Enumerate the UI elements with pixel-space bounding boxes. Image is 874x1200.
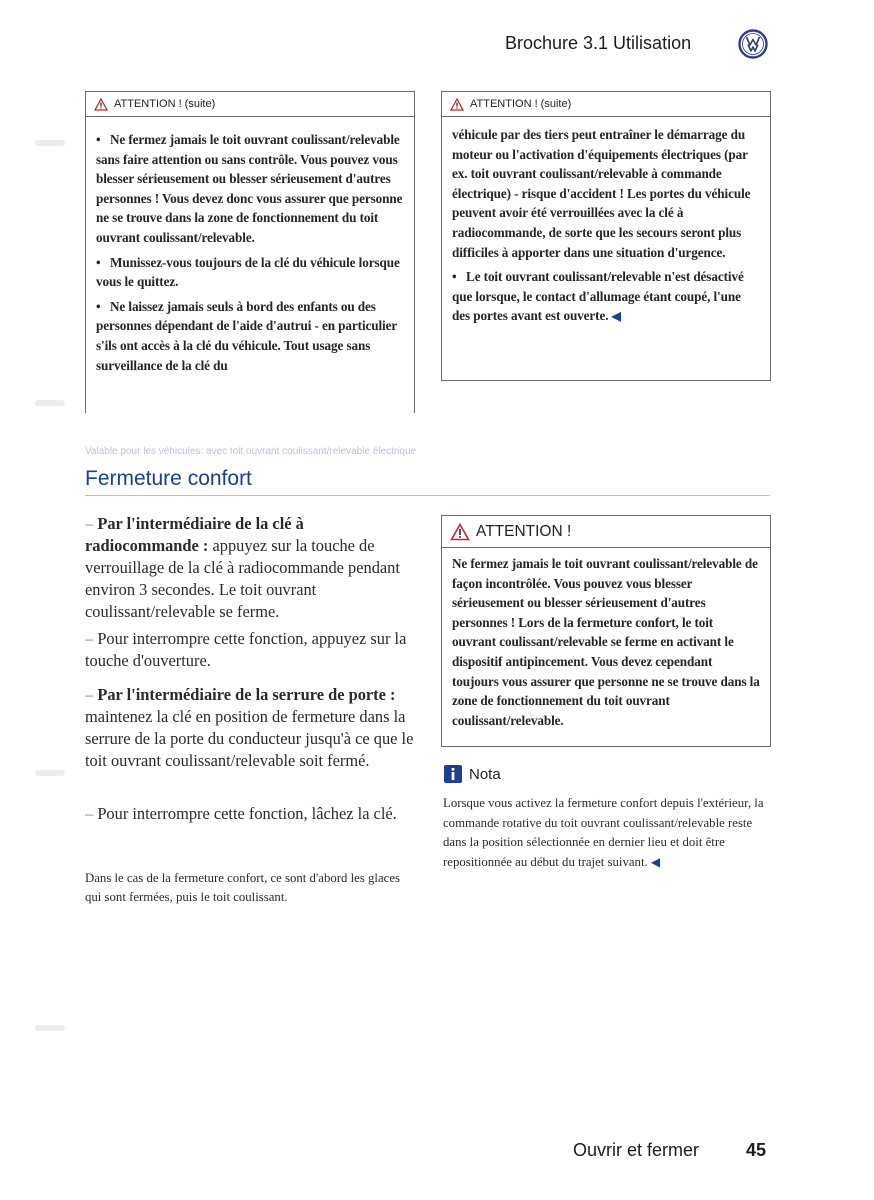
note-text: Lorsque vous activez la fermeture confort depuis l'extérieur, la commande rotative du toit ouvrant coulissant/relevable reste dans la position sélectionnée en dernier lieu et doit être repositionnée au début du trajet suivant. — [443, 796, 764, 869]
warning-box-main-header — [442, 516, 770, 548]
warning-left-bullet-1: Ne fermez jamais le toit ouvrant coulissant/relevable sans faire attention ou sans contrôle. Vous pouvez vous blesser sérieusement ou blesser sérieusement d'autres personnes ! Vous devez donc vous assurer que personne ne se trouve dans la zone de fonctionnement du toit ouvrant coulissant/relevable. — [96, 132, 403, 245]
warning-right-paragraph: véhicule par des tiers peut entraîner le démarrage du moteur ou l'activation d'équipements électriques (par ex. toit ouvrant coulissant/relevable à commande électrique) - risque d'accident ! Les portes du véhicule peuvent avoir été verrouillées avec la clé à radiocommande, de sorte que les secours seront plus difficiles à apporter dans une situation d'urgence. — [452, 127, 751, 260]
warning-box-main-heading: ATTENTION ! — [476, 522, 572, 540]
end-arrow-icon: ◀ — [650, 854, 661, 869]
note-body — [443, 794, 773, 872]
instruction-step-4: – Pour interrompre cette fonction, lâchez la clé. — [85, 804, 397, 823]
warning-box-right-body: véhicule par des tiers peut entraîner le démarrage du moteur ou l'activation d'équipements électriques (par ex. toit ouvrant coulissant/relevable à commande électrique) - risque d'accident ! Les portes du véhicule peuvent avoir été verrouillées avec la clé à radiocommande, de sorte que les secours seront plus difficiles à apporter dans une situation d'urgence. • Le toit ouvrant coulissant/relevable n'est désactivé que lorsque, le contact d'allumage étant coupé, l'une des portes avant est ouverte. ◀ — [442, 117, 770, 333]
warning-right-bullet-1: Le toit ouvrant coulissant/relevable n'est désactivé que lorsque, le contact d'allumage étant coupé, l'une des portes avant est ouverte. — [452, 269, 744, 324]
warning-box-main-body: Ne fermez jamais le toit ouvrant coulissant/relevable de façon incontrôlée. Vous pouvez vous blesser sérieusement ou blesser sérieusement d'autres personnes ! Lors de la fermeture confort, le toit ouvrant coulissant/relevable se ferme en activant le dispositif antipincement. Vous devez cependant toujours vous assurer que personne ne se trouve dans la zone de fonctionnement du toit ouvrant coulissant/relevable. — [452, 556, 760, 728]
warning-box-left — [85, 91, 415, 413]
end-arrow-icon: ◀ — [611, 309, 621, 324]
warning-triangle-icon — [94, 98, 108, 111]
margin-smudge — [35, 140, 65, 146]
warning-left-bullet-3: Ne laissez jamais seuls à bord des enfants ou des personnes dépendant de l'aide d'autrui - en particulier s'ils ont accès à la clé du véhicule. Tout usage sans surveillance de la clé du — [96, 298, 397, 373]
warning-box-right-header — [442, 92, 770, 117]
instruction-step-2: – Pour interrompre cette fonction, appuyez sur la touche d'ouverture. — [85, 629, 407, 670]
section-kicker: Valable pour les véhicules: avec toit ouvrant coulissant/relevable électrique — [85, 446, 417, 457]
instruction-step-3: – Par l'intermédiaire de la serrure de porte : maintenez la clé en position de fermeture dans la serrure de la porte du conducteur jusqu'à ce que le toit ouvrant coulissant/relevable soit fermé. — [85, 685, 414, 770]
section-title: Fermeture confort — [85, 467, 252, 490]
step-2-text: Pour interrompre cette fonction, appuyez sur la touche d'ouverture. — [85, 629, 407, 670]
warning-box-right-heading: ATTENTION ! (suite) — [470, 98, 572, 110]
header-title: Brochure 3.1 Utilisation — [505, 33, 692, 53]
step-4-text: Pour interrompre cette fonction, lâchez la clé. — [97, 804, 397, 823]
footnote: Dans le cas de la fermeture confort, ce sont d'abord les glaces qui sont fermées, puis le toit coulissant. — [85, 871, 400, 904]
info-icon — [443, 764, 463, 784]
margin-smudge — [35, 400, 65, 406]
step-1-text: appuyez sur la touche de verrouillage de la clé à radiocommande pendant environ 3 secondes. Le toit ouvrant coulissant/relevable se ferme. — [85, 536, 400, 621]
warning-box-left-heading: ATTENTION ! (suite) — [114, 98, 216, 110]
step-1-title: Par l'intermédiaire de la clé à radiocommande : — [85, 514, 304, 555]
section-divider — [85, 495, 770, 496]
note-heading: Nota — [469, 765, 501, 783]
margin-smudge — [35, 770, 65, 776]
margin-smudge — [35, 1025, 65, 1031]
warning-box-left-header — [86, 92, 414, 117]
warning-left-bullet-2: Munissez-vous toujours de la clé du véhicule lorsque vous le quittez. — [96, 254, 400, 290]
note-header — [443, 764, 501, 784]
warning-triangle-icon — [450, 98, 464, 111]
footer-title: Ouvrir et fermer — [573, 1140, 700, 1160]
vw-logo-icon — [738, 29, 768, 59]
page-number: 45 — [746, 1140, 767, 1160]
warning-box-right — [441, 91, 771, 381]
warning-box-main — [441, 515, 771, 747]
warning-box-left-body: • Ne fermez jamais le toit ouvrant coulissant/relevable sans faire attention ou sans contrôle. Vous pouvez vous blesser sérieusement ou blesser sérieusement d'autres personnes ! Vous devez donc vous assurer que personne ne se trouve dans la zone de fonctionnement du toit ouvrant coulissant/relevable. • Munissez-vous toujours de la clé du véhicule lorsque vous le quittez. • Ne laissez jamais seuls à bord des enfants ou des personnes dépendant de l'aide d'autrui - en particulier s'ils ont accès à la clé du véhicule. Tout usage sans surveillance de la clé du — [96, 132, 403, 373]
warning-triangle-icon — [450, 523, 470, 541]
step-3-title: Par l'intermédiaire de la serrure de porte : — [97, 685, 396, 704]
instruction-step-1: – Par l'intermédiaire de la clé à radiocommande : appuyez sur la touche de verrouillage de la clé à radiocommande pendant environ 3 secondes. Le toit ouvrant coulissant/relevable se ferme. — [85, 514, 400, 621]
step-3-text: maintenez la clé en position de fermeture dans la serrure de la porte du conducteur jusqu'à ce que le toit ouvrant coulissant/relevable soit fermé. — [85, 707, 414, 770]
